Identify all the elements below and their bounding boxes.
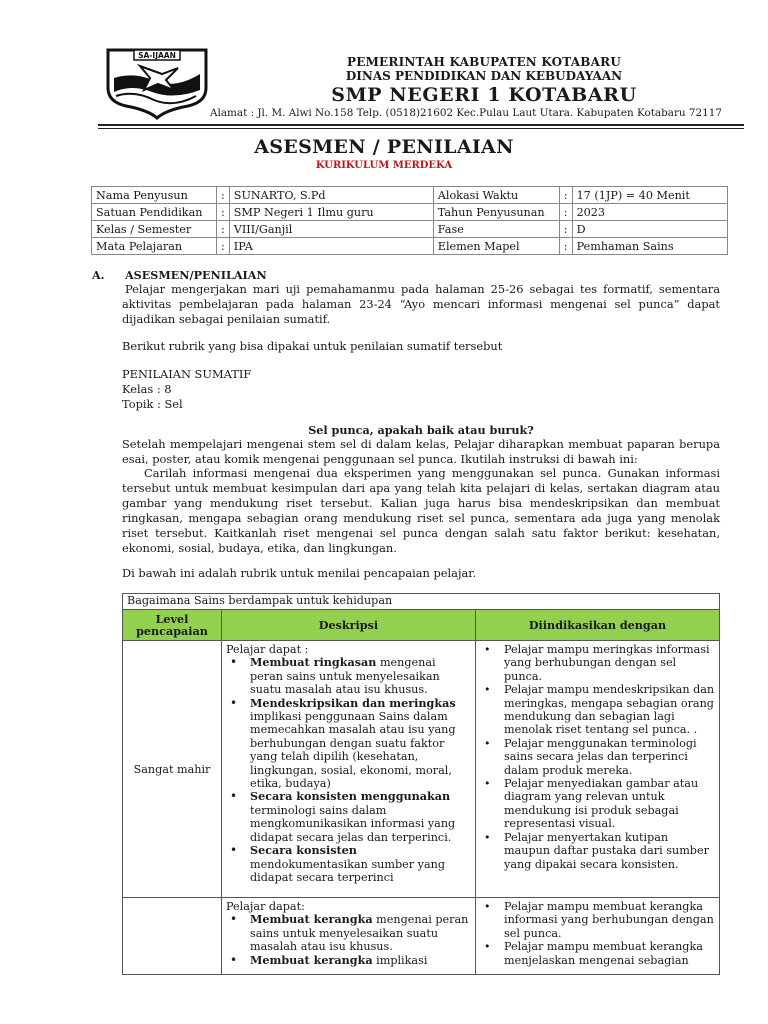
letterhead-divider-thin (98, 128, 744, 129)
info-value: SUNARTO, S.Pd (229, 187, 433, 204)
description-item: • Membuat ringkasan mengenai peran sains untuk menyelesaikan suatu masalah atau isu khusus. (226, 656, 471, 696)
letterhead-divider (98, 124, 744, 126)
rubric-level (123, 898, 222, 975)
school-logo (104, 44, 210, 120)
info-colon: : (559, 204, 572, 221)
indicator-item: • Pelajar menyediakan gambar atau diagram yang relevan untuk mendukung isi produk sebagai representasi visual. (480, 777, 715, 831)
info-colon: : (217, 221, 230, 238)
info-colon: : (559, 238, 572, 255)
description-item: • Membuat kerangka mengenai peran sains untuk menyelesaikan suatu masalah atau isu khusus. (226, 913, 471, 953)
info-value: IPA (229, 238, 433, 255)
identity-row (92, 204, 728, 221)
description-item: • Membuat kerangka implikasi (226, 954, 471, 967)
rubric-level: Sangat mahir (123, 641, 222, 898)
info-label: Nama Penyusun (92, 187, 217, 204)
identity-table (91, 186, 728, 255)
school-address: Alamat : Jl. M. Alwi No.158 Telp. (0518)21602 Kec.Pulau Laut Utara. Kabupaten Kotabaru 72117 (210, 107, 722, 119)
info-colon: : (559, 221, 572, 238)
rubric-description (222, 641, 476, 898)
rubric-description (222, 898, 476, 975)
identity-row (92, 187, 728, 204)
info-value: SMP Negeri 1 Ilmu guru (229, 204, 433, 221)
indicator-item: • Pelajar mampu membuat kerangka menjelaskan mengenai sebagian (480, 940, 715, 967)
info-value: Pemhaman Sains (572, 238, 727, 255)
assessment-topic: Topik : Sel (122, 397, 183, 411)
rubric-header-row (123, 610, 720, 641)
task-title: Sel punca, apakah baik atau buruk? (308, 423, 534, 437)
info-value: VIII/Ganjil (229, 221, 433, 238)
info-label: Satuan Pendidikan (92, 204, 217, 221)
rubric-intro-paragraph: Berikut rubrik yang bisa dipakai untuk penilaian sumatif tersebut (122, 339, 503, 353)
indicator-list (480, 643, 715, 871)
rubric-header-description: Deskripsi (222, 610, 476, 641)
info-label: Tahun Penyusunan (433, 204, 559, 221)
rubric-caption: Bagaimana Sains berdampak untuk kehidupan (123, 594, 720, 610)
document-title: ASESMEN / PENILAIAN (254, 136, 514, 158)
rubric-header-level: Level pencapaian (123, 610, 222, 641)
info-colon: : (217, 187, 230, 204)
info-label: Alokasi Waktu (433, 187, 559, 204)
rubric-lead-paragraph: Di bawah ini adalah rubrik untuk menilai pencapaian pelajar. (122, 566, 477, 580)
description-intro: Pelajar dapat : (226, 643, 309, 656)
description-list (226, 656, 471, 884)
intro-paragraph: Pelajar mengerjakan mari uji pemahamanmu pada halaman 25-26 sebagai tes formatif, sementara aktivitas pembelajaran pada halaman 23-24 “Ayo mencari informasi mengenai sel punca” dapat dijadikan sebagai penilaian sumatif. (122, 282, 720, 326)
assessment-type: PENILAIAN SUMATIF (122, 367, 252, 381)
info-label: Kelas / Semester (92, 221, 217, 238)
info-label: Elemen Mapel (433, 238, 559, 255)
identity-row (92, 221, 728, 238)
rubric-indicators (476, 641, 720, 898)
indicator-item: • Pelajar menggunakan terminologi sains secara jelas dan terperinci dalam produk mereka. (480, 737, 715, 777)
task-instruction-paragraph: Carilah informasi mengenai dua eksperimen yang menggunakan sel punca. Gunakan informasi tersebut untuk membuat kesimpulan dari apa yang telah kita pelajari di kelas, sertakan diagram atau gambar yang mendukung riset tersebut. Kalian juga harus bisa mendeskripsikan dan membuat ringkasan, mengapa sebagian orang mendukung riset sel punca, sementara ada juga yang menolak riset tersebut. Kaitkanlah riset mengenai sel punca dengan salah satu faktor berikut: kesehatan, ekonomi, sosial, budaya, etika, dan lingkungan. (122, 466, 720, 555)
assessment-meta (122, 367, 720, 412)
info-label: Mata Pelajaran (92, 238, 217, 255)
info-value: D (572, 221, 727, 238)
section-title: ASESMEN/PENILAIAN (125, 268, 267, 282)
department-name: DINAS PENDIDIKAN DAN KEBUDAYAAN (345, 69, 623, 83)
school-name: SMP NEGERI 1 KOTABARU (331, 84, 637, 106)
rubric-table (122, 593, 720, 975)
info-value: 2023 (572, 204, 727, 221)
indicator-list (480, 900, 715, 967)
info-colon: : (217, 204, 230, 221)
info-label: Fase (433, 221, 559, 238)
government-name: PEMERINTAH KABUPATEN KOTABARU (347, 55, 621, 69)
rubric-row (123, 641, 720, 898)
task-intro-paragraph: Setelah mempelajari mengenai stem sel di dalam kelas, Pelajar diharapkan membuat paparan berupa esai, poster, atau komik mengenai penggunaan sel punca. Ikutilah instruksi di bawah ini: (122, 437, 720, 466)
description-intro: Pelajar dapat: (226, 900, 305, 913)
description-list (226, 913, 471, 967)
description-item: • Secara konsisten mendokumentasikan sumber yang didapat secara terperinci (226, 844, 471, 884)
section-number: A. (92, 268, 105, 282)
info-colon: : (559, 187, 572, 204)
identity-row (92, 238, 728, 255)
indicator-item: • Pelajar mampu mendeskripsikan dan meringkas, mengapa sebagian orang mendukung dan sebagian lagi menolak riset tentang sel punca. . (480, 683, 715, 737)
info-colon: : (217, 238, 230, 255)
description-item: • Secara konsisten menggunakan terminologi sains dalam mengkomunikasikan informasi yang didapat secara jelas dan terperinci. (226, 790, 471, 844)
rubric-indicators (476, 898, 720, 975)
rubric-row (123, 898, 720, 975)
assessment-class: Kelas : 8 (122, 382, 172, 396)
logo-text: SA-IJAAN (138, 51, 176, 60)
info-value: 17 (1JP) = 40 Menit (572, 187, 727, 204)
indicator-item: • Pelajar menyertakan kutipan maupun daftar pustaka dari sumber yang dipakai secara konsisten. (480, 831, 715, 871)
indicator-item: • Pelajar mampu meringkas informasi yang berhubungan dengan sel punca. (480, 643, 715, 683)
rubric-header-indicator: Diindikasikan dengan (476, 610, 720, 641)
document-subtitle: KURIKULUM MERDEKA (315, 160, 453, 171)
indicator-item: • Pelajar mampu membuat kerangka informasi yang berhubungan dengan sel punca. (480, 900, 715, 940)
description-item: • Mendeskripsikan dan meringkas implikasi penggunaan Sains dalam memecahkan masalah atau isu yang berhubungan dengan suatu faktor yang telah dipilih (kesehatan, lingkungan, sosial, ekonomi, moral, etika, budaya) (226, 697, 471, 791)
